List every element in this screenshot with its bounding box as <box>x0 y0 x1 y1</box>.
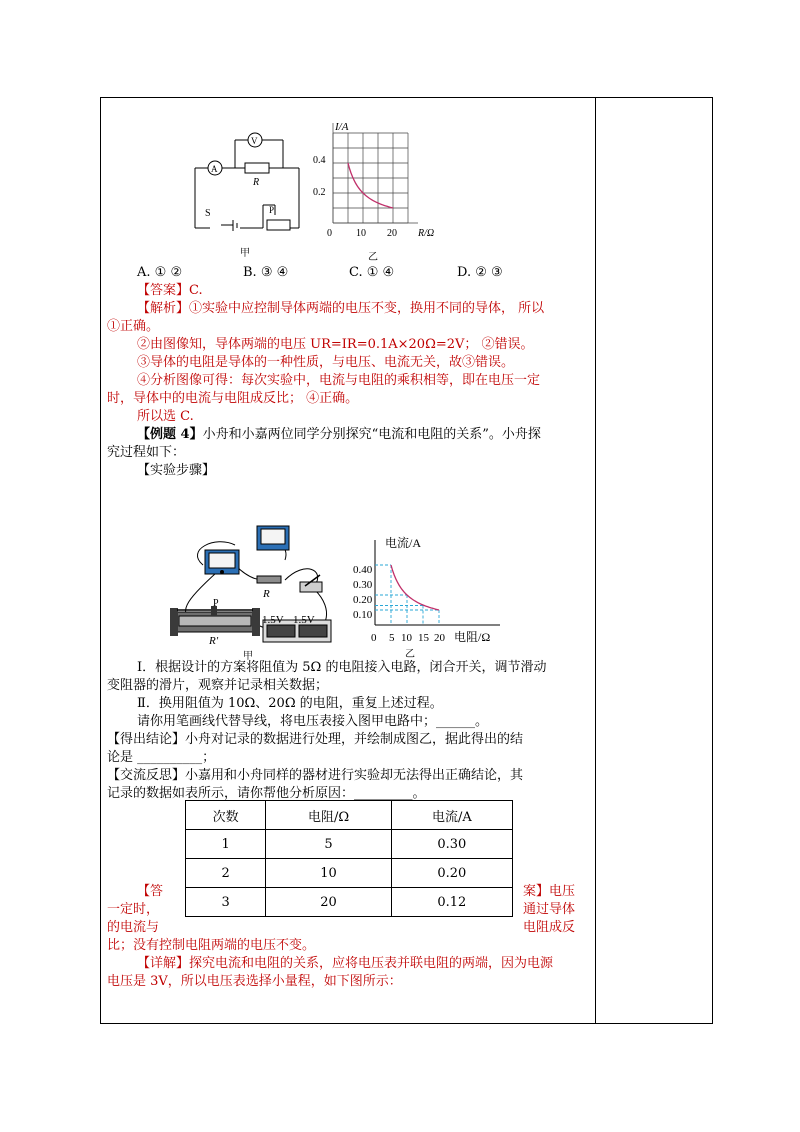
ex4-title-text: 小舟和小嘉两位同学分别探究“电流和电阻的关系”。小舟探 <box>202 427 541 442</box>
ex4-title-label: 【例题 4】 <box>137 427 203 442</box>
ex3-analysis-1: 【解析】①实验中应控制导体两端的电压不变，换用不同的导体， 所以 <box>137 301 545 316</box>
option-c[interactable]: C. ① ④ <box>349 265 395 280</box>
graph-1-xlabel: R/Ω <box>418 228 435 239</box>
ex3-analysis-1b: ①正确。 <box>107 319 160 334</box>
ex4-answer-left-2: 一定时， <box>107 902 160 917</box>
ex4-step-1b: 变阻器的滑片，观察并记录相关数据； <box>107 678 329 693</box>
ex4-detail-1: 【详解】探究电流和电阻的关系，应将电压表并联电阻的两端，因为电源 <box>137 956 554 971</box>
ex4-answer-right-2: 通过导体 <box>523 902 576 917</box>
column-divider <box>595 97 596 1023</box>
fig2-slider-label: P <box>213 598 219 609</box>
option-d[interactable]: D. ② ③ <box>457 265 503 280</box>
table-row <box>186 859 513 888</box>
table-row <box>186 830 513 859</box>
ex4-answer-left-3: 的电流与 <box>107 920 160 935</box>
ex4-answer-line4: 比；没有控制电阻两端的电压不变。 <box>107 938 316 953</box>
graph-2-xlabel: 电阻/Ω <box>454 630 491 644</box>
option-a[interactable]: A. ① ② <box>137 265 183 280</box>
battery-2-label: 1.5V <box>293 614 315 626</box>
ex3-analysis-4b: 时，导体中的电流与电阻成反比； ④正确。 <box>107 391 359 406</box>
fig1-caption-jia: 甲 <box>240 248 250 259</box>
table-cell: 2 <box>186 859 266 888</box>
table-cell: 20 <box>266 888 391 917</box>
graph-1-xtick-0: 0 <box>327 228 332 239</box>
ammeter-label: A <box>211 164 218 174</box>
graph-2-ytick-0.40: 0.40 <box>353 564 373 576</box>
battery-1-label: 1.5V <box>262 614 284 626</box>
graph-2-xtick-0: 0 <box>371 632 377 644</box>
circuit-diagram-1 <box>185 120 310 260</box>
ex4-step-2: Ⅱ．换用阻值为 10Ω、20Ω 的电阻，重复上述过程。 <box>137 696 443 711</box>
ex4-answer-right-1: 案】电压 <box>523 884 576 899</box>
graph-2-ylabel: 电流/A <box>385 536 422 550</box>
ex4-step-1: Ⅰ．根据设计的方案将阻值为 5Ω 的电阻接入电路，闭合开关，调节滑动 <box>137 660 547 675</box>
ex4-conclusion-b: 论是 __________； <box>107 750 216 765</box>
data-table <box>185 800 513 917</box>
ex3-analysis-5: 所以选 C. <box>137 409 194 424</box>
table-cell: 5 <box>266 830 391 859</box>
ex4-reflection: 【交流反思】小嘉用和小舟同样的器材进行实验却无法得出正确结论，其 <box>107 768 524 783</box>
ex3-answer: 【答案】C. <box>137 283 203 298</box>
voltmeter-label: V <box>251 136 258 146</box>
ex3-analysis-2: ②由图像知，导体两端的电压 UR=IR=0.1A×20Ω=2V； ②错误。 <box>137 337 534 352</box>
graph-2-xtick-20: 20 <box>434 632 445 644</box>
graph-2-ytick-0.10: 0.10 <box>353 609 373 621</box>
table-cell: 0.30 <box>391 830 512 859</box>
graph-1 <box>305 115 455 265</box>
table-cell: 1 <box>186 830 266 859</box>
table-cell: 0.12 <box>391 888 512 917</box>
ex4-step-3: 请你用笔画线代替导线，将电压表接入图甲电路中；______。 <box>137 714 489 729</box>
ex4-reflection-b: 记录的数据如表所示，请你帮他分析原因：_________。 <box>107 786 426 801</box>
fig2-resistor-label: R <box>263 588 270 600</box>
slider-label: P <box>269 205 275 215</box>
table-row <box>186 888 513 917</box>
graph-1-curve <box>348 163 393 208</box>
graph-2-xtick-5: 5 <box>389 632 395 644</box>
graph-1-ytick-0.2: 0.2 <box>313 187 326 198</box>
graph-2-ytick-0.30: 0.30 <box>353 579 373 591</box>
switch-label: S <box>205 208 211 219</box>
graph-2-xtick-10: 10 <box>401 632 412 644</box>
graph-1-ytick-0.4: 0.4 <box>313 155 326 166</box>
apparatus-diagram <box>165 520 350 660</box>
graph-2 <box>350 530 510 660</box>
graph-2-caption: 乙 <box>405 649 415 660</box>
resistor-label: R <box>253 177 260 188</box>
graph-2-curve <box>391 565 439 610</box>
graph-2-xtick-15: 15 <box>418 632 429 644</box>
fig2-caption: 甲 <box>243 651 253 660</box>
fig2-rheostat-label: R′ <box>209 635 219 647</box>
ex4-conclusion: 【得出结论】小舟对记录的数据进行处理，并绘制成图乙，据此得出的结 <box>107 732 524 747</box>
ex3-analysis-4: ④分析图像可得：每次实验中，电流与电阻的乘积相等，即在电压一定 <box>137 373 541 388</box>
table-cell: 3 <box>186 888 266 917</box>
ex4-title-text2: 究过程如下： <box>107 445 186 460</box>
graph-1-caption: 乙 <box>368 252 378 263</box>
graph-1-ylabel: I/A <box>335 121 349 133</box>
ex4-steps-heading: 【实验步骤】 <box>137 463 216 478</box>
ex4-detail-2: 电压是 3V，所以电压表选择小量程，如下图所示： <box>107 974 402 989</box>
table-header-cell: 电阻/Ω <box>266 801 391 830</box>
table-header-row <box>186 801 513 830</box>
graph-1-xtick-10: 10 <box>356 228 366 239</box>
table-cell: 10 <box>266 859 391 888</box>
table-header-cell: 次数 <box>186 801 266 830</box>
ex3-analysis-3: ③导体的电阻是导体的一种性质，与电压、电流无关，故③错误。 <box>137 355 515 370</box>
option-b[interactable]: B. ③ ④ <box>243 265 289 280</box>
ex4-answer-left-1: 【答 <box>137 884 164 899</box>
graph-2-ytick-0.20: 0.20 <box>353 594 373 606</box>
table-header-cell: 电流/A <box>391 801 512 830</box>
ex4-title <box>137 426 541 444</box>
ex4-answer-right-3: 电阻成反 <box>523 920 576 935</box>
table-cell: 0.20 <box>391 859 512 888</box>
graph-1-xtick-20: 20 <box>387 228 397 239</box>
